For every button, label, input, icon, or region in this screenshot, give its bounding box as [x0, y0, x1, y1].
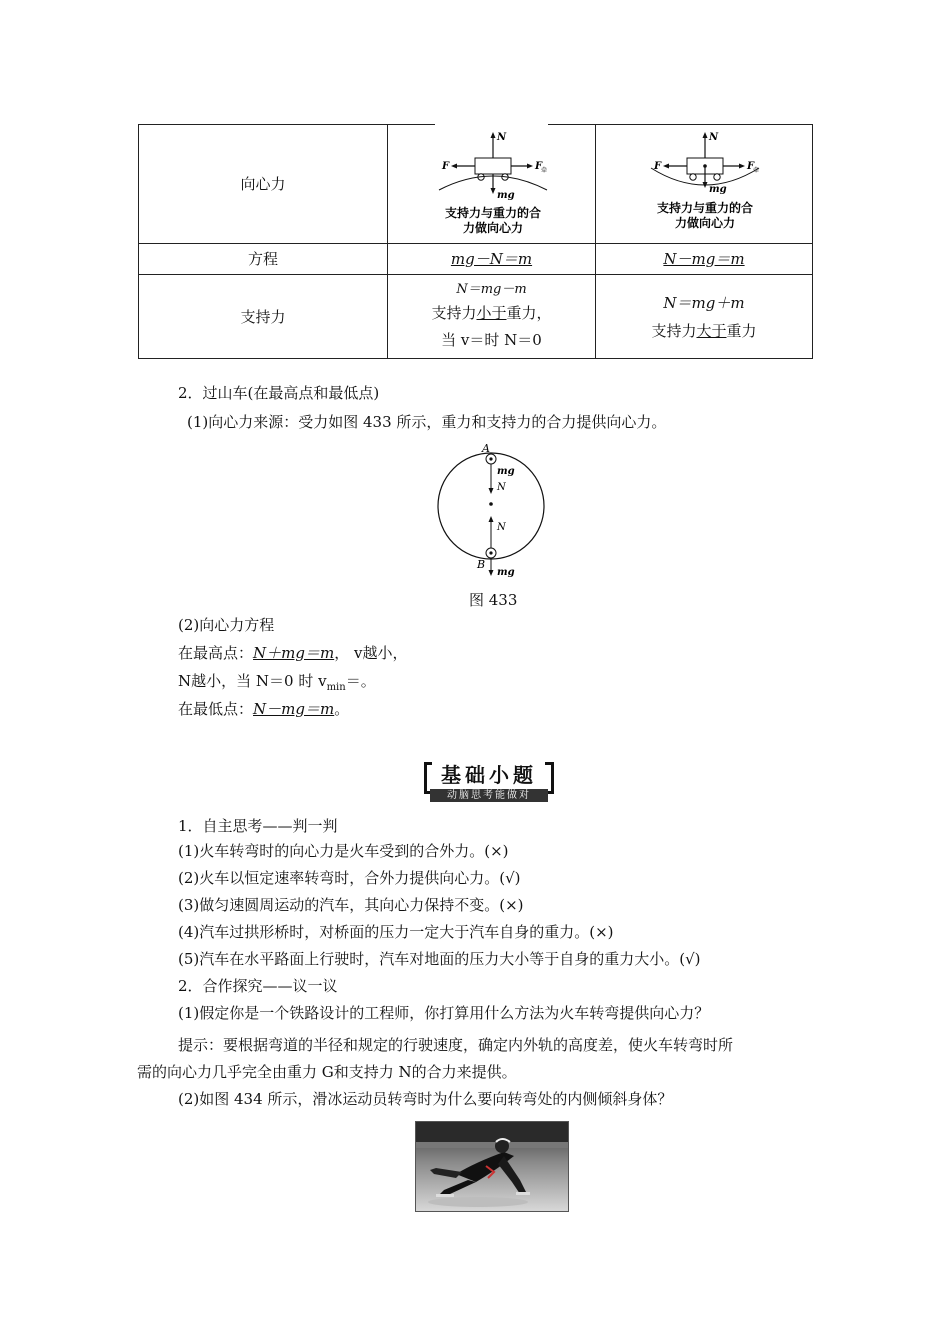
arch-bridge-figure: [388, 125, 596, 244]
equation-cell-1: [388, 244, 596, 275]
section2-p2: (2)向心力方程: [178, 616, 275, 634]
fig1-caption-line2: 力做向心力: [462, 221, 523, 235]
figure-433-caption: 图 433: [469, 591, 518, 609]
label-mg-top: mg: [497, 466, 515, 477]
discussion-q1: (1)假定你是一个铁路设计的工程师，你打算用什么方法为火车转弯提供向心力？: [178, 1004, 710, 1022]
row-label-equation: 方程: [139, 244, 388, 275]
vmin-text: N越小，当 N＝0 时 v: [178, 672, 327, 690]
fig1-caption-line1: 支持力与重力的合: [444, 206, 541, 220]
label-mg: mg: [496, 190, 515, 201]
support-text: 支持力: [651, 321, 697, 340]
equation-convex: mg－N＝m: [450, 250, 533, 268]
exercise-q4: (4)汽车过拱形桥时，对桥面的压力一定大于汽车自身的重力。(×): [178, 923, 614, 941]
support-compare-concave: [596, 317, 812, 345]
table-border-gap: [435, 122, 548, 126]
exercise-q5: (5)汽车在水平路面上行驶时，汽车对地面的压力大小等于自身的重力大小。(√): [178, 950, 701, 968]
skater-photo: [415, 1121, 569, 1212]
support-cell-1: [388, 275, 596, 359]
label-F-traction: F: [534, 161, 542, 172]
label-traction-subscript: 牵: [753, 167, 760, 174]
section2-heading: 2．过山车(在最高点和最低点): [178, 384, 380, 402]
support-cell-2: [596, 275, 813, 359]
support-less-than: 小于: [476, 303, 507, 322]
support-eq-convex: N＝mg－m: [456, 281, 527, 297]
fig2-caption-line2: 力做向心力: [674, 216, 736, 230]
support-greater-than: 大于: [696, 321, 727, 340]
support-text-end: 重力: [726, 321, 757, 340]
label-B: B: [477, 558, 486, 571]
bottom-point-line: [178, 698, 349, 720]
support-zero-condition: 当 v＝时 N＝0: [441, 330, 542, 349]
bottom-prefix: 在最低点：: [178, 700, 254, 718]
top-point-line: [178, 642, 407, 664]
banner-title: 基础小题: [432, 762, 546, 788]
top-prefix: 在最高点：: [178, 644, 254, 662]
section-banner: [424, 762, 554, 802]
row-label-support: 支持力: [139, 275, 388, 359]
label-mg-bottom: mg: [497, 567, 515, 578]
top-suffix: ， v越小，: [334, 644, 408, 662]
discussion-q2: (2)如图 434 所示，滑冰运动员转弯时为什么要向转弯处的内侧倾斜身体？: [178, 1090, 673, 1108]
fig2-caption-line1: 支持力与重力的合: [656, 201, 754, 215]
label-F-traction: F: [747, 161, 755, 172]
label-F: F: [654, 161, 662, 172]
exercise-heading-2: 2．合作探究——议一议: [178, 977, 338, 995]
comparison-table: [138, 124, 813, 359]
loop-figure: [425, 440, 560, 580]
vmin-subscript: min: [326, 682, 346, 693]
support-eq-concave: N＝mg＋m: [663, 293, 745, 312]
top-equation: N＋mg＝m: [253, 644, 335, 662]
banner-subtitle: 动脑思考能做对: [430, 789, 548, 802]
label-N-top: N: [497, 482, 506, 493]
label-F: F: [441, 161, 449, 172]
label-N-bottom: N: [497, 522, 506, 533]
exercise-q1: (1)火车转弯时的向心力是火车受到的合外力。(×): [178, 842, 509, 860]
convex-bridge-diagram: [417, 128, 567, 240]
table-row: [139, 244, 813, 275]
speed-skater-image: [416, 1122, 568, 1211]
support-compare-convex: [388, 300, 595, 326]
label-A: A: [482, 442, 490, 455]
concave-bridge-diagram: [629, 128, 779, 240]
exercise-heading-1: 1．自主思考——判一判: [178, 817, 338, 835]
bottom-equation: N－mg＝m: [253, 700, 335, 718]
equation-cell-2: [596, 244, 813, 275]
exercise-q2: (2)火车以恒定速率转弯时，合外力提供向心力。(√): [178, 869, 521, 887]
bottom-suffix: 。: [334, 700, 350, 718]
section2-p1: (1)向心力来源：受力如图 433 所示，重力和支持力的合力提供向心力。: [187, 413, 667, 431]
hint-line-1: 提示：要根据弯道的半径和规定的行驶速度，确定内外轨的高度差，使火车转弯时所: [178, 1036, 734, 1054]
label-N: N: [709, 132, 719, 143]
label-traction-subscript: 牵: [540, 167, 547, 174]
table-row: [139, 275, 813, 359]
row-label-centripetal: 向心力: [139, 125, 388, 244]
equation-concave: N－mg＝m: [663, 250, 745, 268]
table-row: [139, 125, 813, 244]
concave-bridge-figure: [596, 125, 813, 244]
hint-line-2: 需的向心力几乎完全由重力 G和支持力 N的合力来提供。: [137, 1063, 517, 1081]
vmin-line: [178, 670, 376, 699]
support-text: 支持力: [431, 303, 477, 322]
exercise-q3: (3)做匀速圆周运动的汽车，其向心力保持不变。(×): [178, 896, 524, 914]
label-N: N: [496, 132, 506, 143]
vmin-end: ＝。: [345, 672, 376, 690]
support-text-end: 重力，: [506, 303, 552, 322]
label-mg: mg: [709, 184, 727, 195]
